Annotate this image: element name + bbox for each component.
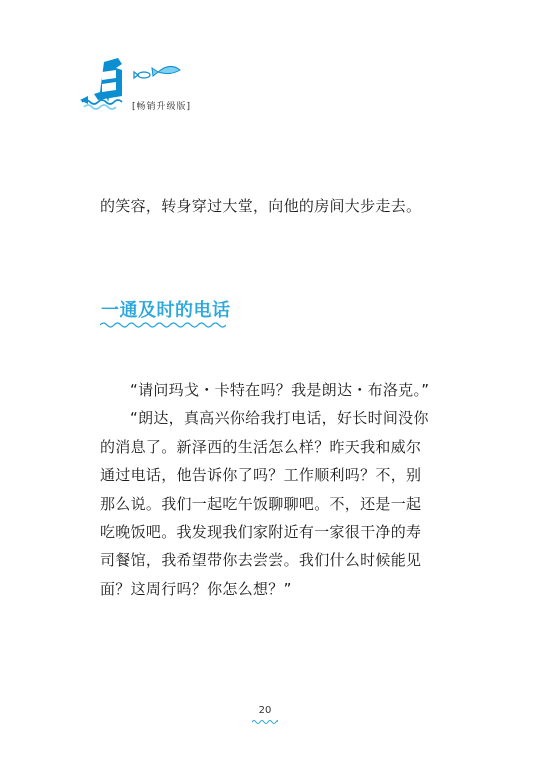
fish-large-icon — [152, 66, 180, 76]
title-wave-underline — [100, 320, 226, 330]
fish-small-icon — [134, 72, 150, 78]
page-number-wave — [252, 719, 278, 725]
page-number: 20 — [258, 705, 272, 716]
section-title: 一通及时的电话 — [101, 300, 231, 321]
logo-glyph — [94, 58, 122, 102]
paragraph: “朗达，真高兴你给我打电话，好长时间没你的消息了。新泽西的生活怎么样？昨天我和威尔通过电话，他告诉你了吗？工作顺利吗？不，别那么说。我们一起吃午饭聊聊吧。不，还是一起吃晚饭吧。我发现我们家附近有一家很干净的寿司餐馆，我希望带你去尝尝。我们什么时候能见面？这周行吗？你怎么想？” — [100, 409, 429, 598]
edition-caption: [畅销升级版] — [132, 102, 192, 112]
dialogue-body — [100, 376, 430, 603]
paragraph: “请问玛戈・卡特在吗？我是朗达・布洛克。” — [130, 381, 430, 399]
intro-paragraph: 的笑容，转身穿过大堂，向他的房间大步走去。 — [100, 197, 422, 215]
